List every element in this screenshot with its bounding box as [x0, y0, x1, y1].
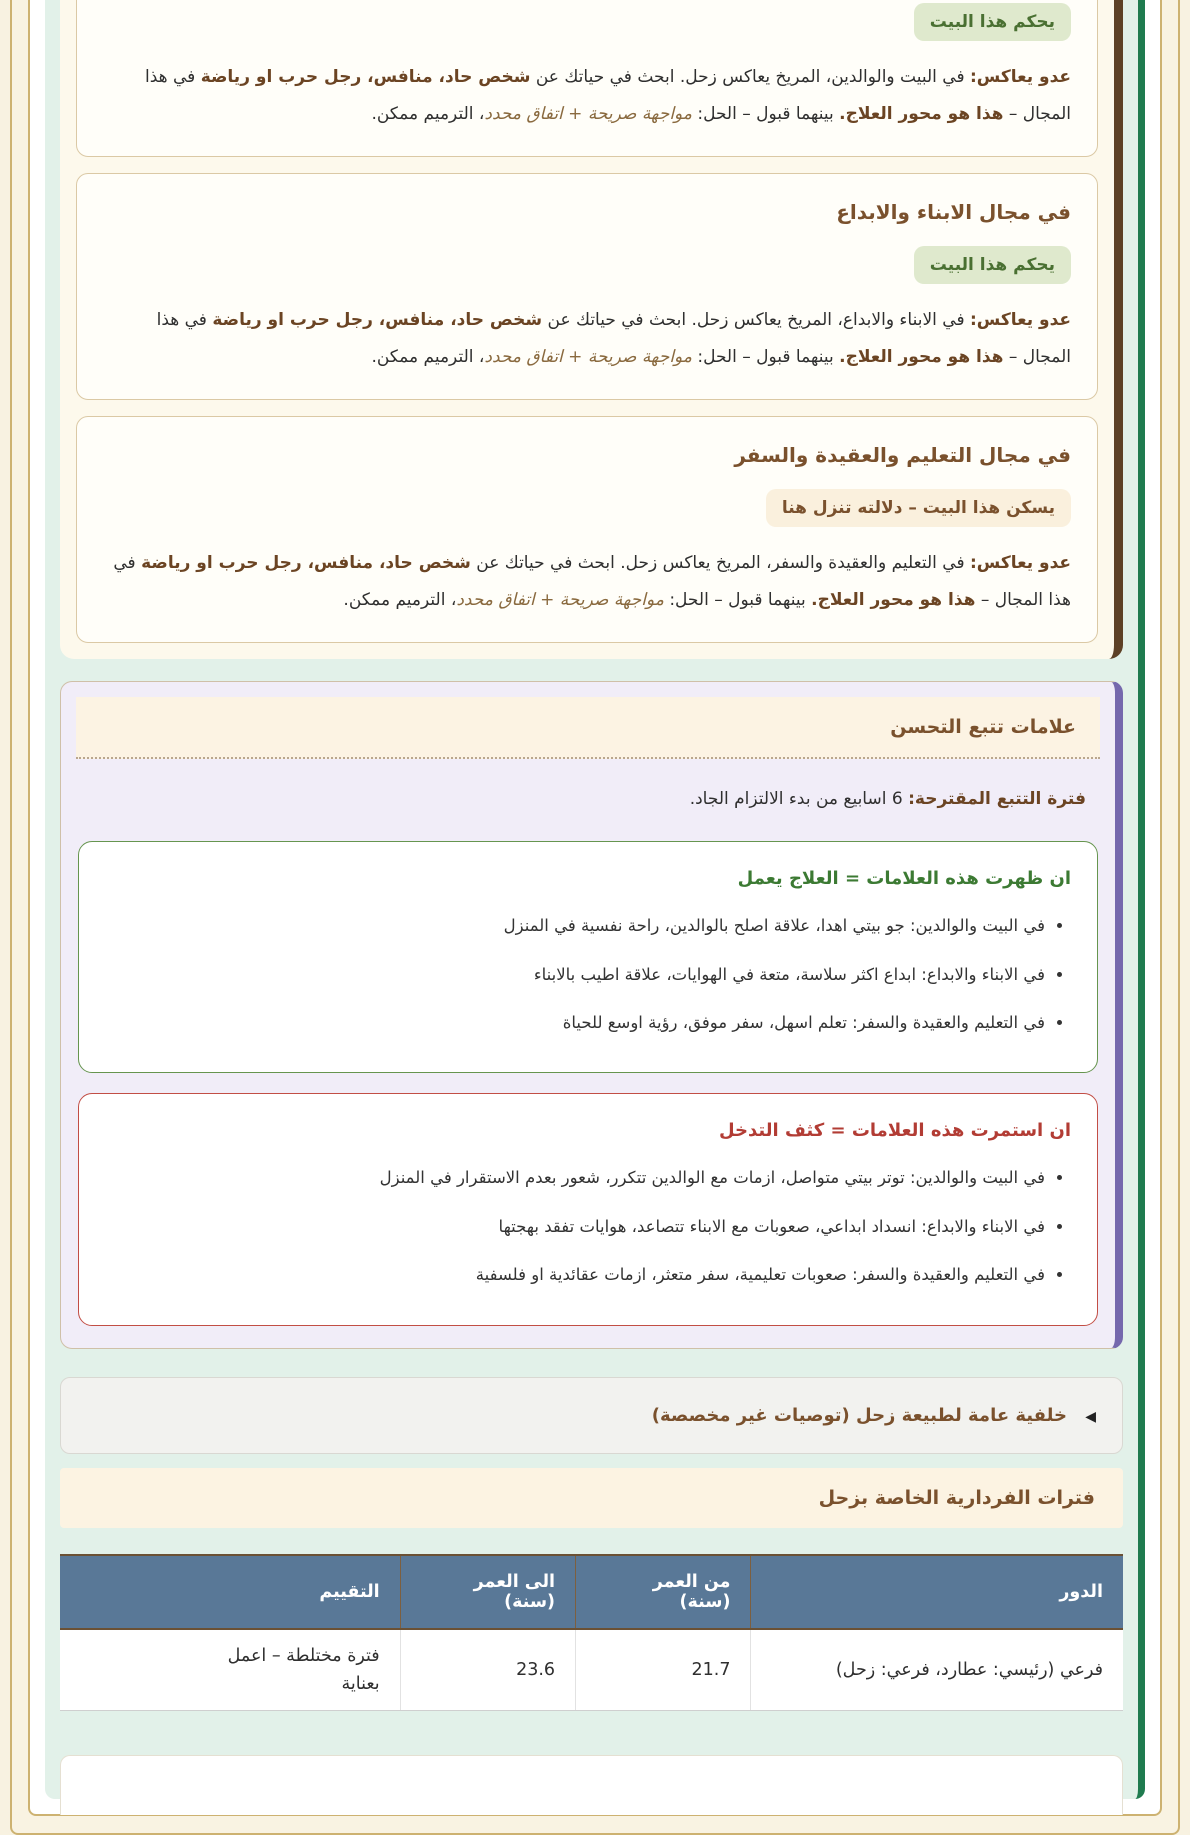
list-item: • في البيت والوالدين: جو بيتي اهدا، علاقة اصلح بالوالدين، راحة نفسية في المنزل	[105, 913, 1045, 939]
improvement-signs-title: ان ظهرت هذه العلامات = العلاج يعمل	[737, 868, 1071, 890]
cell-age-to: 23.6	[400, 1629, 575, 1711]
house-remedy-paragraph: عدو يعاكس: في البيت والوالدين، المريخ يعاكس زحل. ابحث في حياتك عن شخص حاد، منافس، رجل حرب او رياضة في هذا المجال – هذا هو محور العلاج. بينهما قبول – الحل: مواجهة صريحة + اتفاق محدد، الترميم ممكن.	[144, 67, 1071, 124]
warning-signs-box	[78, 1093, 1098, 1325]
house-card-education-belief-travel	[76, 416, 1098, 643]
column-header-role: الدور	[751, 1555, 1123, 1629]
house-status-badge: يحكم هذا البيت	[914, 246, 1071, 284]
cell-evaluation: فترة مختلطة – اعمل بعناية	[60, 1629, 400, 1711]
houses-section	[60, 0, 1123, 659]
report-body	[45, 0, 1145, 1799]
list-item: • في التعليم والعقيدة والسفر: تعلم اسهل، سفر موفق، رؤية اوسع للحياة	[105, 1010, 1045, 1036]
improvement-tracking-section	[60, 681, 1123, 1348]
table-row	[60, 1629, 1123, 1711]
house-card-title: في مجال الابناء والابداع	[836, 200, 1071, 225]
house-remedy-paragraph: عدو يعاكس: في الابناء والابداع، المريخ يعاكس زحل. ابحث في حياتك عن شخص حاد، منافس، رجل حرب او رياضة في هذا المجال – هذا هو محور العلاج. بينهما قبول – الحل: مواجهة صريحة + اتفاق محدد، الترميم ممكن.	[156, 310, 1071, 367]
next-section-partial	[60, 1755, 1123, 1815]
cell-age-from: 21.7	[576, 1629, 751, 1711]
inner-panel	[28, 0, 1162, 1816]
firdaria-section-title: فترات الفردارية الخاصة بزحل	[60, 1468, 1123, 1528]
collapse-arrow-icon: ◀	[1085, 1408, 1096, 1425]
warning-signs-title: ان استمرت هذه العلامات = كثف التدخل	[718, 1120, 1071, 1142]
saturn-background-details-toggle[interactable]	[60, 1377, 1123, 1454]
column-header-evaluation: التقييم	[60, 1555, 400, 1629]
house-status-badge: يسكن هذا البيت – دلالته تنزل هنا	[766, 489, 1071, 527]
tracking-section-title: علامات تتبع التحسن	[76, 697, 1100, 759]
improvement-signs-list	[105, 913, 1071, 1050]
list-item: • في التعليم والعقيدة والسفر: صعوبات تعليمية، سفر متعثر، ازمات عقائدية او فلسفية	[105, 1262, 1045, 1288]
list-item: • في الابناء والابداع: انسداد ابداعي، صعوبات مع الابناء تتصاعد، هوايات تفقد بهجتها	[105, 1214, 1045, 1240]
house-remedy-paragraph: عدو يعاكس: في التعليم والعقيدة والسفر، المريخ يعاكس زحل. ابحث في حياتك عن شخص حاد، منافس، رجل حرب او رياضة في هذا المجال – هذا هو محور العلاج. بينهما قبول – الحل: مواجهة صريحة + اتفاق محدد، الترميم ممكن.	[113, 553, 1071, 610]
house-status-badge: يحكم هذا البيت	[914, 3, 1071, 41]
list-item: • في الابناء والابداع: ابداع اكثر سلاسة، متعة في الهوايات، علاقة اطيب بالابناء	[105, 962, 1045, 988]
column-header-age-from: من العمر (سنة)	[576, 1555, 751, 1629]
page-frame	[10, 0, 1180, 1835]
details-summary-label: خلفية عامة لطبيعة زحل (توصيات غير مخصصة)	[651, 1404, 1067, 1426]
list-item: • في البيت والوالدين: توتر بيتي متواصل، ازمات مع الوالدين تتكرر، شعور بعدم الاستقرار في المنزل	[105, 1165, 1045, 1191]
table-header-row	[60, 1555, 1123, 1629]
cell-role: فرعي (رئيسي: عطارد، فرعي: زحل)	[751, 1629, 1123, 1711]
column-header-age-to: الى العمر (سنة)	[400, 1555, 575, 1629]
firdaria-table	[60, 1554, 1123, 1711]
house-card-home-parents	[76, 0, 1098, 157]
improvement-signs-box	[78, 841, 1098, 1073]
house-card-title: في مجال التعليم والعقيدة والسفر	[734, 443, 1071, 468]
tracking-period-text: فترة التتبع المقترحة: 6 اسابيع من بدء الالتزام الجاد.	[689, 789, 1086, 810]
warning-signs-list	[105, 1165, 1071, 1302]
house-card-children-creativity	[76, 173, 1098, 400]
